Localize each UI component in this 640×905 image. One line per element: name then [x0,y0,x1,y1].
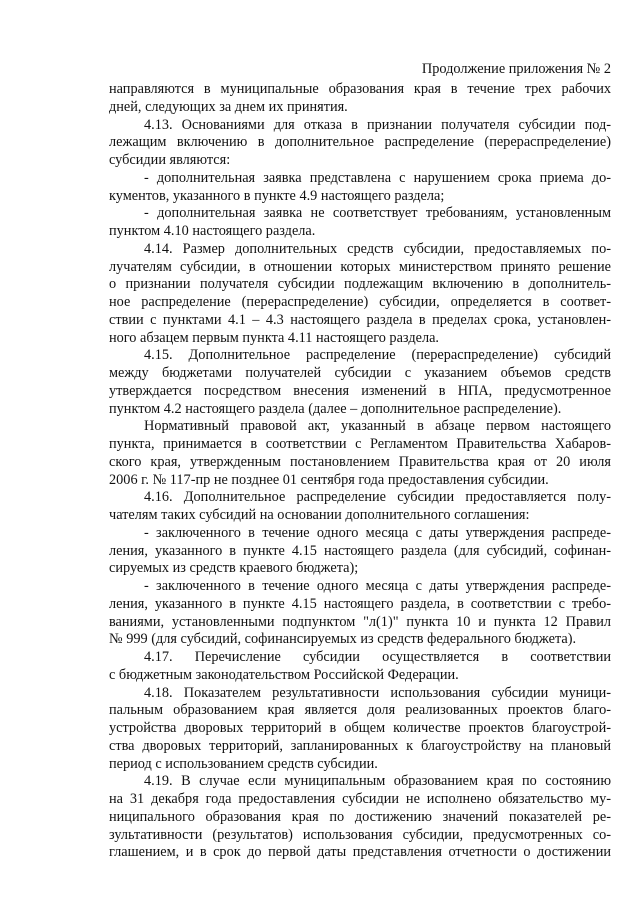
text-line: 4.14. Размер дополнительных средств субсидии, предоставляемых по- [144,240,611,257]
text-line: ваниями, установленными подпунктом "л(1)" пункта 10 и пункта 12 Правил [109,613,611,630]
text-line: кументов, указанного в пункте 4.9 настоящего раздела; [109,187,445,204]
text-line: 4.17. Перечисление субсидии осуществляется в соответствии [144,649,611,665]
text-line: 4.19. В случае если муниципальным образованием края по состоянию [144,773,611,790]
text-line: ления, указанного в пункте 4.15 настоящего раздела, в соответствии с требо- [109,595,611,612]
text-line: ства дворовых территорий, запланированных к благоустройству на плановый [109,737,611,754]
text-line: ления, указанного в пункте 4.15 настоящего раздела (для субсидий, софинан- [109,542,611,559]
text-line: период с использованием средств субсидии. [109,755,378,772]
text-line: устройства дворовых территорий в общем количестве проектов благоустрой- [109,720,611,736]
text-line: - дополнительная заявка представлена с нарушением срока приема до- [144,169,611,186]
text-line: ного абзацем первым пункта 4.11 настоящего раздела. [109,329,439,346]
text-line: пальным образованием края является доля реализованных проектов благо- [109,702,611,719]
text-line: - заключенного в течение одного месяца с даты утверждения распреде- [144,578,611,594]
text-line: ствии с пунктами 4.1 – 4.3 настоящего раздела в пределах срока, установлен- [109,311,611,328]
text-line: 2006 г. № 117-пр не позднее 01 сентября года предоставления субсидии. [109,471,549,488]
text-line: ниципального образования края по достижению значений показателей ре- [109,808,611,825]
page-header: Продолжение приложения № 2 [421,61,611,77]
text-line: о признании получателя субсидии подлежащим включению в дополнитель- [109,276,611,293]
text-line: чателям таких субсидий на основании дополнительного соглашения: [109,507,530,523]
text-line: зультативности (результатов) использования субсидии, предусмотренных со- [109,826,611,843]
text-line: лучателям субсидии, в отношении которых министерством принято решение [109,258,611,275]
text-line: 4.16. Дополнительное распределение субсидии предоставляется полу- [144,489,611,506]
text-line: - дополнительная заявка не соответствует требованиям, установленным [144,205,611,222]
text-line: ное распределение (перераспределение) субсидии, определяется в соответ- [109,294,611,310]
text-line: Нормативный правовой акт, указанный в абзаце первом настоящего [144,418,611,435]
text-line: № 999 (для субсидий, софинансируемых из средств федерального бюджета). [109,631,577,648]
text-line: между бюджетами получателей субсидии с указанием объемов средств [109,365,611,381]
text-line: субсидии являются: [109,152,231,168]
text-line: утверждается посредством внесения изменений в НПА, предусмотренное [109,382,611,399]
document-body [109,81,611,862]
text-line: пункта, принимается в соответствии с Регламентом Правительства Хабаров- [109,436,611,452]
text-line: пунктом 4.10 настоящего раздела. [109,223,316,239]
text-line: - заключенного в течение одного месяца с даты утверждения распреде- [144,524,611,541]
text-line: пунктом 4.2 настоящего раздела (далее – дополнительное распределение). [109,400,562,417]
text-line: сируемых из средств краевого бюджета); [109,560,359,577]
text-line: ского края, утвержденным постановлением Правительства края от 20 июля [109,453,611,470]
text-line: с бюджетным законодательством Российской Федерации. [109,666,459,683]
text-line: дней, следующих за днем их принятия. [109,98,348,115]
text-line: 4.15. Дополнительное распределение (перераспределение) субсидий [144,347,611,364]
text-line: 4.13. Основаниями для отказа в признании получателя субсидии под- [144,116,611,133]
text-line: направляются в муниципальные образования края в течение трех рабочих [109,81,611,97]
text-line: глашением, и в срок до первой даты представления отчетности о достижении [109,844,611,861]
text-line: 4.18. Показателем результативности использования субсидии муници- [144,684,611,701]
text-line: на 31 декабря года предоставления субсидии не исполнено обязательство му- [109,791,611,807]
text-line: лежащим включению в дополнительное распределение (перераспределение) [109,134,611,151]
